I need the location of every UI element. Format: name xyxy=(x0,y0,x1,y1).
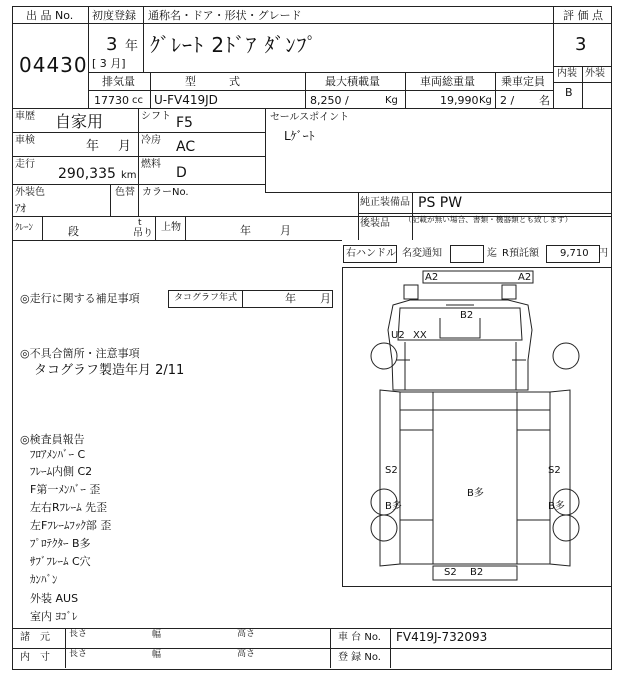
gross-weight-label: 車両総重量 xyxy=(420,75,475,88)
gross-weight-unit: Kg xyxy=(479,95,492,106)
history-label: 車歴 xyxy=(15,111,35,122)
ext-color-label: 外装色 xyxy=(15,187,45,198)
lot-number: 04430 xyxy=(19,53,88,77)
damage-mark: S2 xyxy=(444,567,457,578)
crane-stage: 段 xyxy=(68,225,79,238)
interior-value: B xyxy=(565,86,573,99)
grade-value: ｸﾞﾚｰﾄ 2ﾄﾞｱ ﾀﾞﾝﾌﾟ xyxy=(150,33,318,57)
crane-hang: 吊り xyxy=(133,228,153,239)
model-label: 型 式 xyxy=(185,75,240,88)
reg-label: 登 録 No. xyxy=(338,652,381,663)
first-reg-year-unit: 年 xyxy=(125,39,139,54)
r-deposit-value: 9,710 xyxy=(560,248,589,259)
max-load-value: 8,250 / xyxy=(310,94,349,107)
first-reg-month: [ 3 月] xyxy=(92,57,126,70)
rhd-label: 右ハンドル xyxy=(346,248,396,259)
exterior-label: 外装 xyxy=(585,68,605,79)
deck-year: 年 xyxy=(240,224,251,237)
length-label: 長さ xyxy=(69,629,88,639)
crane-label: ｸﾚｰﾝ xyxy=(15,223,34,233)
damage-mark: S2 xyxy=(385,465,398,476)
mileage-label: 走行 xyxy=(15,159,35,170)
aftermarket-label: 後装品 xyxy=(360,218,390,229)
deck-month: 月 xyxy=(280,224,291,237)
damage-mark: A2 xyxy=(518,272,532,283)
inner-width-label: 幅 xyxy=(152,650,162,660)
chassis-value: FV419J-732093 xyxy=(396,630,488,644)
inspector-item: 左右Rﾌﾚｰﾑ 先歪 xyxy=(30,501,108,514)
capacity-unit: 名 xyxy=(539,94,550,107)
sales-point-label: セールスポイント xyxy=(270,112,350,123)
defects-title: ◎不具合箇所・注意事項 xyxy=(20,347,140,360)
score-label: 評 価 点 xyxy=(563,9,603,22)
crane-ton: t xyxy=(138,218,142,228)
inspector-item: 室内 ﾖｺﾞﾚ xyxy=(30,610,78,623)
damage-mark: A2 xyxy=(425,272,439,283)
inner-length-label: 長さ xyxy=(69,649,88,659)
max-load-unit: Kg xyxy=(385,95,398,106)
chassis-label: 車 台 No. xyxy=(338,632,381,643)
yen-unit: 円 xyxy=(598,248,608,259)
score-value: 3 xyxy=(575,34,587,55)
inner-height-label: 高さ xyxy=(237,649,256,659)
oem-value: PS PW xyxy=(418,195,463,211)
inspection-year: 年 xyxy=(86,139,100,154)
damage-mark: S2 xyxy=(548,465,561,476)
damage-mark: B多 xyxy=(548,501,565,512)
sales-point-value: Lｹﾞｰﾄ xyxy=(284,129,315,143)
displacement-unit: cc xyxy=(132,95,143,106)
inspector-item: ｶﾝﾊﾞﾝ xyxy=(30,573,58,586)
inspector-item: 左Fﾌﾚｰﾑﾌｯｸ部 歪 xyxy=(30,519,112,532)
mileage-unit: km xyxy=(121,170,137,181)
mileage-value: 290,335 xyxy=(58,166,116,182)
oem-label: 純正装備品 xyxy=(360,197,410,208)
first-reg-label: 初度登録 xyxy=(92,9,136,22)
first-reg-year: 3 xyxy=(106,34,118,55)
shift-label: シフト xyxy=(141,111,171,122)
inspector-item: 外装 AUS xyxy=(30,592,79,605)
color-change-label: 色替 xyxy=(115,187,135,198)
width-label: 幅 xyxy=(152,630,162,640)
height-label: 高さ xyxy=(237,629,256,639)
inspector-item: ﾌﾚｰﾑ内側 C2 xyxy=(30,465,93,478)
until-label: 迄 xyxy=(487,248,497,259)
model-value: U-FV419JD xyxy=(154,93,218,107)
damage-mark: B2 xyxy=(470,567,484,578)
damage-mark: B多 xyxy=(467,488,484,499)
name-change-label: 名変通知 xyxy=(402,248,442,259)
deck-label: 上物 xyxy=(161,222,181,233)
running-notes-title: ◎走行に関する補足事項 xyxy=(20,292,140,305)
r-deposit-label: R預託額 xyxy=(502,248,539,259)
fuel-value: D xyxy=(176,165,187,181)
inspector-item: F第一ﾒﾝﾊﾞｰ 歪 xyxy=(30,483,101,496)
tacho-label: タコグラフ年式 xyxy=(174,293,238,303)
lot-label: 出 品 No. xyxy=(26,9,74,22)
ac-value: AC xyxy=(176,139,196,155)
inspection-month: 月 xyxy=(118,139,132,154)
grade-label: 通称名・ドア・形状・グレード xyxy=(148,9,302,22)
capacity-label: 乗車定員 xyxy=(501,75,545,88)
damage-mark: B多 xyxy=(385,501,402,512)
max-load-label: 最大積載量 xyxy=(325,75,380,88)
tacho-year: 年 xyxy=(285,292,296,305)
capacity-value: 2 / xyxy=(500,94,515,107)
history-value: 自家用 xyxy=(55,112,104,131)
ac-label: 冷房 xyxy=(141,135,161,146)
dims-label: 諸 元 xyxy=(20,632,50,643)
damage-mark: U2 xyxy=(391,330,405,341)
fuel-label: 燃料 xyxy=(141,159,161,170)
inspector-item: ｻﾌﾞﾌﾚｰﾑ C穴 xyxy=(30,555,91,568)
damage-mark: XX xyxy=(413,330,427,341)
defects-text: タコグラフ製造年月 2/11 xyxy=(34,363,185,378)
aftermarket-note: （記載が無い場合、書類・機器類とも致します） xyxy=(404,216,573,225)
inspector-item: ﾌﾛｱﾒﾝﾊﾞｰ C xyxy=(30,448,86,461)
shift-value: F5 xyxy=(176,115,193,131)
color-no-label: カラーNo. xyxy=(142,187,189,198)
damage-mark: B2 xyxy=(460,310,474,321)
inner-label: 内 寸 xyxy=(20,652,50,663)
ext-color-value: ｱｵ xyxy=(15,202,26,215)
gross-weight-value: 19,990 xyxy=(440,94,479,107)
displacement-value: 17730 xyxy=(94,94,129,107)
inspection-label: 車検 xyxy=(15,135,35,146)
tacho-month: 月 xyxy=(320,292,331,305)
inspector-title: ◎検査員報告 xyxy=(20,433,85,446)
interior-label: 内装 xyxy=(557,68,577,79)
displacement-label: 排気量 xyxy=(102,75,135,88)
inspector-item: ﾌﾟﾛﾃｸﾀｰ B多 xyxy=(30,537,91,550)
